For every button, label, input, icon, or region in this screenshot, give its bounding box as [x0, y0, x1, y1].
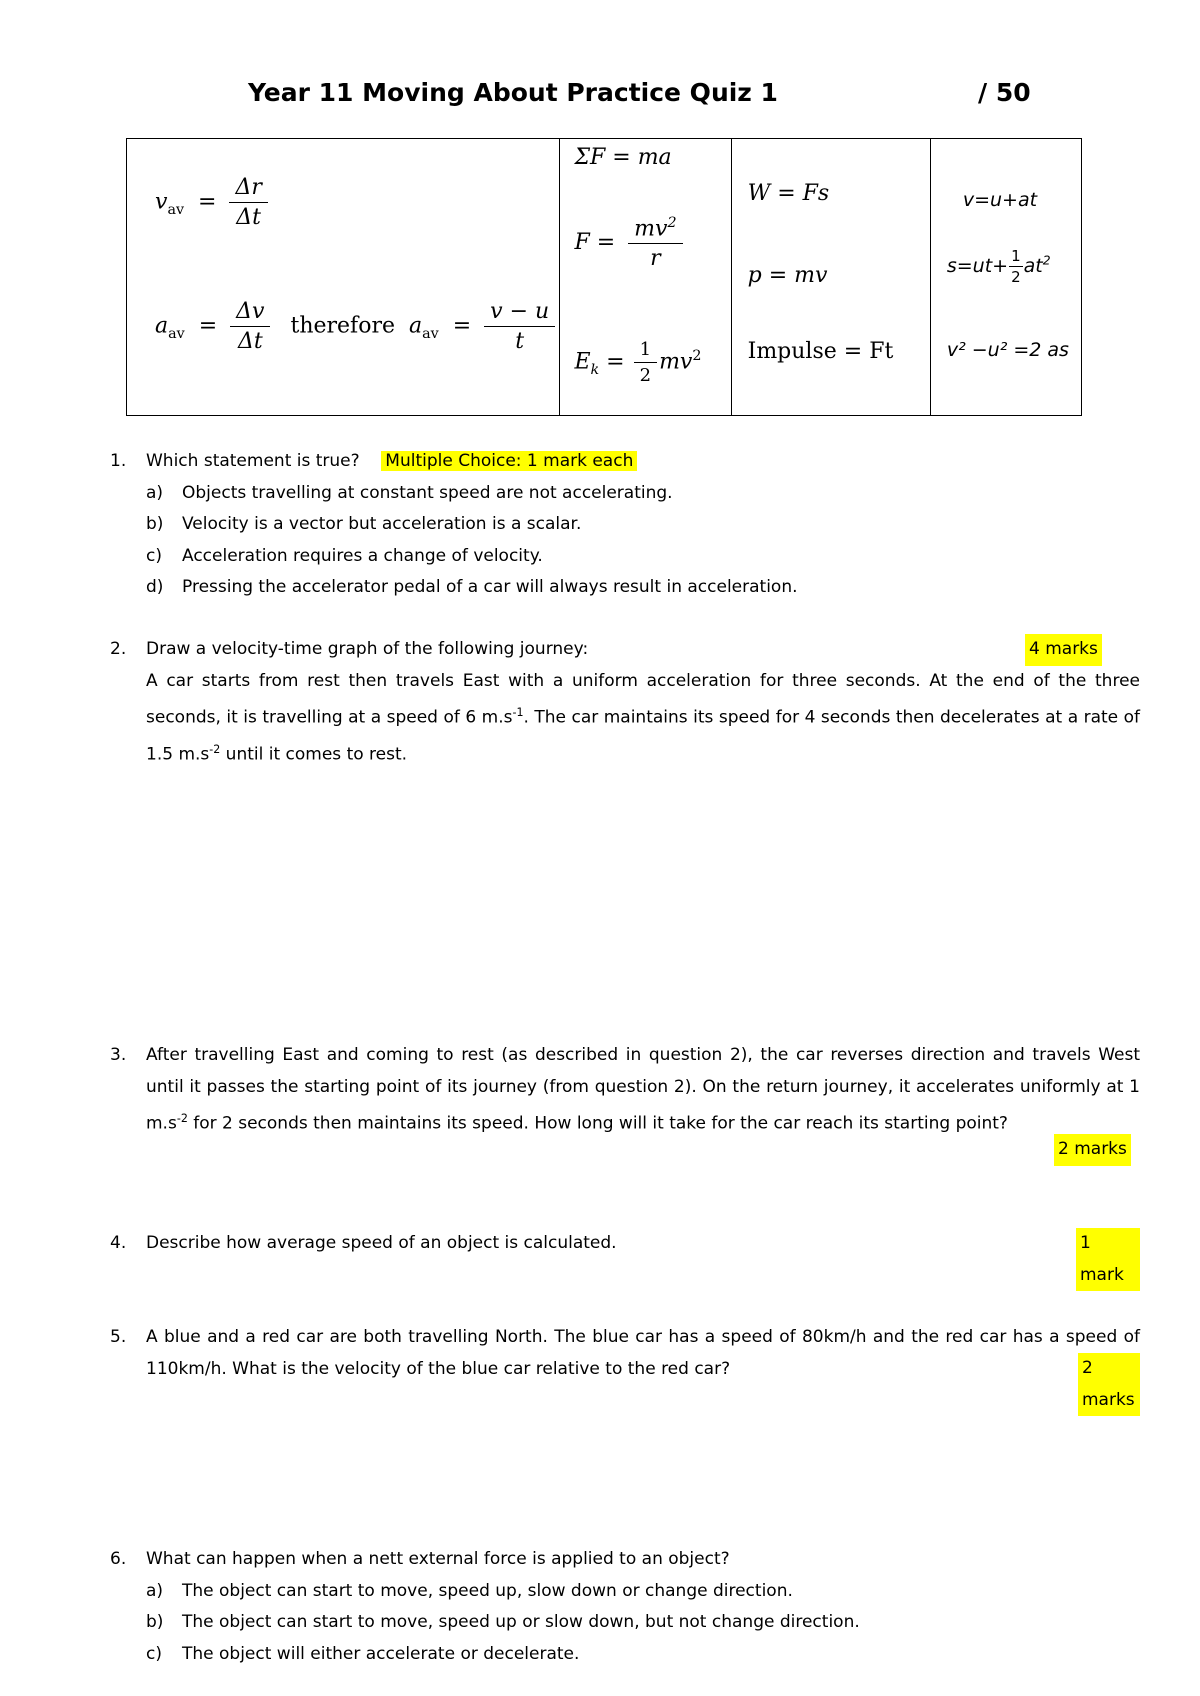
answer-option-c[interactable]: c) The object will either accelerate or decelerate. — [146, 1643, 580, 1664]
page-header — [0, 78, 1200, 112]
question-number: 2. — [110, 639, 127, 659]
average-velocity-formula: $v_{av}$ = $\frac{\Delta r}{\Delta t}$ — [155, 175, 274, 230]
impulse-formula: Impulse = Ft — [747, 339, 894, 364]
question-number: 1. — [110, 451, 127, 471]
answer-option-b[interactable]: b) The object can start to move, speed up or slow down, but not change direction. — [146, 1612, 860, 1632]
marks-badge: 2 marks — [1078, 1353, 1140, 1416]
formula-table — [126, 138, 1082, 416]
question-text: Which statement is true? — [146, 451, 360, 471]
formula-cell-suvat — [930, 139, 1081, 416]
answer-option-a[interactable]: a) The object can start to move, speed up, slow down or change direction. — [146, 1580, 793, 1601]
question-3 — [110, 1040, 1140, 1159]
formula-cell-kinematics — [127, 139, 560, 416]
velocity-equation: v=u+at — [962, 189, 1038, 211]
question-number: 4. — [110, 1233, 127, 1253]
question-text: After travelling East and coming to rest (as described in question 2), the car reverses direction and travels West until it passes the starting point of its journey (from question 2). On the return journey, it accelerates uniformly at 1 $m.s^{-2}$ for 2 seconds then maintains its speed. How long will it take for the car reach its starting point? — [146, 1045, 1140, 1134]
marks-badge: 4 marks — [1025, 634, 1102, 666]
marks-badge: 1 mark — [1076, 1228, 1140, 1291]
question-text: Describe how average speed of an object is calculated. — [146, 1233, 617, 1253]
formula-cell-work-momentum — [731, 139, 930, 416]
page-title: Year 11 Moving About Practice Quiz 1 — [248, 78, 778, 107]
question-description: A car starts from rest then travels East with a uniform acceleration for three seconds. At the end of the three seconds, it is travelling at a speed of 6 $m.s^{-1}$. The car maintains its speed for 4 seconds then decelerates at a rate of 1.5 $m.s^{-2}$ until it comes to rest. — [146, 670, 1141, 765]
work-formula: W = Fs — [747, 181, 830, 206]
marks-badge: 2 marks — [1054, 1134, 1131, 1166]
question-1 — [110, 446, 1140, 604]
newton-second-law-formula: ΣF = ma — [574, 145, 672, 170]
question-5 — [110, 1322, 1140, 1410]
question-text: What can happen when a nett external force is applied to an object? — [146, 1549, 730, 1569]
answer-option-b[interactable]: b) Velocity is a vector but acceleration is a scalar. — [146, 514, 582, 534]
marks-badge: Multiple Choice: 1 mark each — [381, 451, 637, 471]
question-4 — [110, 1228, 1140, 1285]
answer-option-d[interactable]: d) Pressing the accelerator pedal of a car will always result in acceleration. — [146, 577, 798, 597]
total-score: / 50 — [978, 78, 1031, 107]
velocity-squared-equation: v² −u² =2 as — [946, 339, 1069, 361]
formula-cell-forces — [560, 139, 731, 416]
question-text: A blue and a red car are both travelling North. The blue car has a speed of 80km/h and the red car has a speed of 110km/h. What is the velocity of the blue car relative to the red car? — [146, 1327, 1140, 1379]
question-6 — [110, 1544, 1140, 1670]
question-2 — [110, 634, 1140, 771]
centripetal-force-formula: F = $\frac{mv^2}{r}$ — [574, 215, 688, 271]
momentum-formula: p = mv — [747, 263, 828, 288]
question-number: 3. — [110, 1045, 127, 1065]
average-acceleration-formula: $a_{av}$ = $\frac{\Delta v}{\Delta t}$ therefore $a_{av}$ = $\frac{v - u}{t}$ — [155, 299, 561, 354]
question-text: Draw a velocity-time graph of the following journey: — [146, 639, 589, 659]
question-number: 6. — [110, 1549, 127, 1569]
displacement-equation: s=ut+ $\frac{1}{2}$ $at^2$ — [946, 247, 1051, 286]
kinetic-energy-formula: $E_k$ = $\frac{1}{2}$ $mv^2$ — [574, 339, 702, 386]
answer-option-a[interactable]: a) Objects travelling at constant speed are not accelerating. — [146, 482, 673, 503]
question-number: 5. — [110, 1327, 127, 1347]
answer-option-c[interactable]: c) Acceleration requires a change of velocity. — [146, 545, 543, 566]
